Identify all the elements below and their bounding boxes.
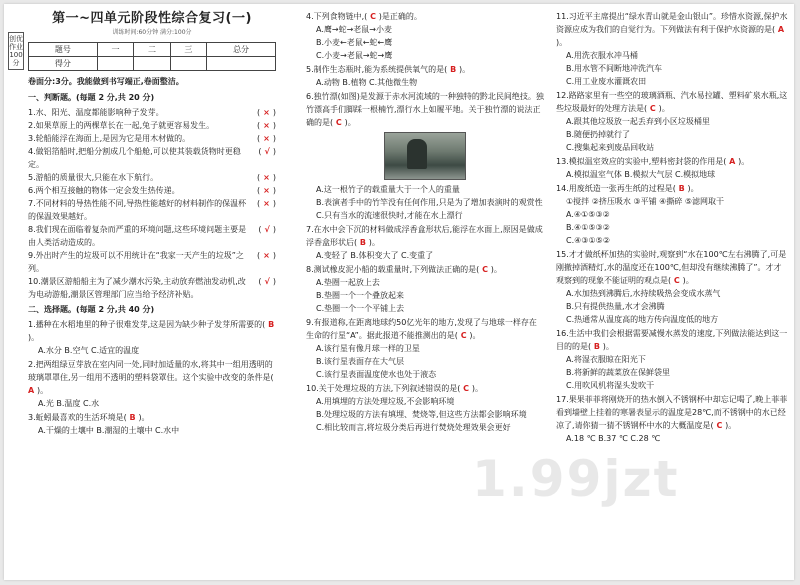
question-answer: C xyxy=(479,265,491,274)
judge-answer-box: ( × ) xyxy=(257,134,276,143)
question-tail: )。 xyxy=(738,157,750,166)
choice-question xyxy=(556,393,788,445)
question-text: 12.路路家里有一些空的玻璃酒瓶、汽水易拉罐、塑料矿泉水瓶,这些垃圾最好的处理方法是( xyxy=(556,91,788,113)
question-answer: C xyxy=(460,384,472,393)
choice-question xyxy=(306,223,544,262)
question-text: 7.在水中会下沉的材料做成浮香盒形状后,能浮在水面上,原因是做成浮香盒形状后( xyxy=(306,225,543,247)
judge-answer: × xyxy=(263,251,270,260)
judge-answer: √ xyxy=(264,277,270,286)
judge-item xyxy=(28,106,276,119)
question-text: 5.制作生态瓶时,能为系统提供氧气的是( xyxy=(306,65,448,74)
score-cell xyxy=(134,57,170,71)
side-tab: 创优作业100分 xyxy=(8,32,24,70)
question-option: C.相比较而言,将垃圾分类后再进行焚烧处理效果会更好 xyxy=(316,423,511,432)
question-option: A.鹰→蛇→老鼠→小麦 xyxy=(316,25,392,34)
judge-answer-box: ( × ) xyxy=(257,173,276,182)
column-1 xyxy=(28,10,276,438)
question-stem xyxy=(28,411,276,424)
question-option: B.将新鲜的蔬菜放在保鲜袋里 xyxy=(566,368,671,377)
question-option: B.④①⑤③② xyxy=(566,223,610,232)
question-option: B.表演者手中的竹竿没有任何作用,只是为了增加表演时的观赏性 xyxy=(316,198,543,207)
choice-question xyxy=(28,411,276,437)
question-option: B.小麦←老鼠←蛇←鹰 xyxy=(316,38,393,47)
question-answer: A xyxy=(28,386,37,395)
question-text: 4.下列食物链中,( xyxy=(306,12,368,21)
question-option: A.将湿衣服晾在阳光下 xyxy=(566,355,646,364)
score-header: 总分 xyxy=(207,43,276,57)
question-stem xyxy=(556,89,788,115)
question-option: A.动物 B.植物 C.其他微生物 xyxy=(316,78,418,87)
question-answer: B xyxy=(675,184,688,193)
choice-list-col2 xyxy=(306,10,544,434)
question-stem xyxy=(306,382,544,395)
choice-question xyxy=(556,327,788,392)
question-tail: )。 xyxy=(687,184,699,193)
question-option: A.模拟温室气体 B.模拟大气层 C.模拟地球 xyxy=(566,170,716,179)
choice-question xyxy=(556,182,788,247)
question-option: B.处理垃圾的方法有填埋、焚烧等,但这些方法都会影响环境 xyxy=(316,410,527,419)
judge-text: 9.外出时产生的垃圾可以不用统计在“我家一天产生的垃圾”之列。 xyxy=(28,251,244,273)
judge-answer: × xyxy=(263,121,270,130)
question-option: A.水加热到沸腾后,水持续吸热会变成水蒸气 xyxy=(566,289,721,298)
judge-answer: × xyxy=(263,186,270,195)
judge-answer-box: ( × ) xyxy=(257,108,276,117)
question-text: 8.测试橡皮泥小船的载重量时,下列做法正确的是( xyxy=(306,265,480,274)
judge-text: 1.水、阳光、温度都能影响种子发芽。 xyxy=(28,108,164,117)
judge-item xyxy=(28,197,276,223)
question-stem xyxy=(306,316,544,342)
question-tail: )。 xyxy=(682,276,694,285)
question-answer: C xyxy=(367,12,379,21)
question-tail: )。 xyxy=(458,65,471,74)
judge-item xyxy=(28,249,276,275)
question-option: C.用工业废水灌溉农田 xyxy=(566,77,647,86)
question-answer: B xyxy=(447,65,459,74)
question-answer: C xyxy=(671,276,683,285)
question-option: C.热通常从温度高的地方传向温度低的地方 xyxy=(566,315,719,324)
question-option: B.只有提供热量,水才会沸腾 xyxy=(566,302,665,311)
question-option: C.垫圈一个一个平铺上去 xyxy=(316,304,405,313)
judge-text: 3.轮船能浮在海面上,是因为它是用木材做的。 xyxy=(28,134,191,143)
judge-answer: √ xyxy=(264,225,270,234)
judge-text: 6.两个相互接触的物体一定会发生热传递。 xyxy=(28,186,180,195)
judge-text: 4.做铝箔船时,把船分割成几个船舱,可以使其装载货物时更稳定。 xyxy=(28,147,241,169)
column-2 xyxy=(306,10,544,435)
judge-text: 10.潮景区游船船主为了减少潮水污染,主动放弃燃油发动机,改为电动游船,潮景区管理部门应当给予经济补贴。 xyxy=(28,277,246,299)
choice-question xyxy=(306,316,544,381)
question-option: A.18 ℃ B.37 ℃ C.28 ℃ xyxy=(566,434,661,443)
question-tail: )。 xyxy=(138,413,150,422)
judge-text: 5.游船的质量很大,只能在水下航行。 xyxy=(28,173,159,182)
judge-answer-box: ( √ ) xyxy=(258,225,276,234)
choice-question xyxy=(306,10,544,62)
choice-list-col3 xyxy=(556,10,788,445)
question-stem xyxy=(306,263,544,276)
question-text: 15.才才做纸杯加热的实验时,观察到“水在100℃左右沸腾了,可是刚撤掉酒精灯,水的温度还在100℃,但却没有继续沸腾了”。才才观察到的现象不能证明的观点是( xyxy=(556,250,787,285)
question-text: 13.模拟温室效应的实验中,塑料密封袋的作用是( xyxy=(556,157,727,166)
question-tail: )是正确的。 xyxy=(378,12,422,21)
bamboo-rafting-photo xyxy=(384,132,466,180)
question-option: B.用水管不间断地冲洗汽车 xyxy=(566,64,663,73)
judge-answer-box: ( × ) xyxy=(257,121,276,130)
judge-item xyxy=(28,184,276,197)
score-table xyxy=(28,42,276,71)
judge-answer: √ xyxy=(264,147,270,156)
question-text: 10.关于处理垃圾的方法,下列叙述错误的是( xyxy=(306,384,461,393)
question-text: 17.果果菲菲将刚烧开的热水倒入不锈钢杯中却忘记喝了,晚上菲菲看到墙壁上挂着的寒暑表显示的温度是28℃,而不锈钢中的水已经凉了,请你猜一猜不锈钢杯中水的大概温度是( xyxy=(556,395,788,430)
choice-question xyxy=(556,155,788,181)
question-answer: B xyxy=(591,342,603,351)
judge-item xyxy=(28,223,276,249)
question-tail: )。 xyxy=(36,386,49,395)
question-option: A.该行星有像月球一样的卫星 xyxy=(316,344,420,353)
question-text: 6.独竹漂(如图)是发源于赤水河流域的一种独特的黔北民间绝技。独竹漂高手们脚踩一根楠竹,漂行水上如履平地。关于独竹漂的说法正确的是( xyxy=(306,92,544,127)
worksheet-page xyxy=(4,4,794,580)
question-tail: )。 xyxy=(344,118,356,127)
question-text: 11.习近平主席提出“绿水青山就是金山银山”。珍惜水资源,保护水资源应成为我们的自觉行为。下列做法有利于保护水资源的是( xyxy=(556,12,788,34)
question-option: C.小麦→老鼠→蛇→鹰 xyxy=(316,51,393,60)
question-stem xyxy=(556,248,788,287)
question-stem xyxy=(28,318,276,344)
question-option: A.跟其他垃圾放一起丢弃到小区垃圾桶里 xyxy=(566,117,710,126)
question-tail: )。 xyxy=(471,384,483,393)
question-stem xyxy=(306,10,544,23)
question-option: ①搅拌 ②挤压吸水 ③平铺 ④撕碎 ⑤滤网取干 xyxy=(566,197,725,206)
judge-text: 8.我们现在面临着复杂而严重的环境问题,这些环境问题主要是由人类活动造成的。 xyxy=(28,225,247,247)
choice-question xyxy=(306,63,544,89)
question-option: A.用填埋的方法处理垃圾,不会影响环境 xyxy=(316,397,455,406)
choice-question xyxy=(306,382,544,434)
choice-question xyxy=(306,263,544,315)
question-stem xyxy=(556,10,788,49)
judge-answer: × xyxy=(263,173,270,182)
judge-answer: × xyxy=(263,108,270,117)
score-cell xyxy=(207,57,276,71)
judge-answer-box: ( × ) xyxy=(257,199,276,208)
judge-item xyxy=(28,119,276,132)
question-stem xyxy=(28,358,276,397)
question-answer: B xyxy=(126,413,139,422)
meta-info: 训练时间:60分钟 满分:100分 xyxy=(112,29,192,36)
question-stem xyxy=(556,155,788,168)
question-tail: )。 xyxy=(556,38,568,47)
question-stem xyxy=(556,393,788,432)
question-answer: A xyxy=(775,25,785,34)
score-cell xyxy=(170,57,206,71)
judge-answer-box: ( √ ) xyxy=(258,277,276,286)
judge-item xyxy=(28,132,276,145)
watermark: 1.99jzt xyxy=(472,450,680,508)
judge-answer: × xyxy=(263,134,270,143)
column-3 xyxy=(556,10,788,446)
choice-question xyxy=(306,90,544,222)
section-1-title: 一、判断题。(每题 2 分,共 20 分) xyxy=(28,93,155,102)
judge-item xyxy=(28,171,276,184)
question-tail: )。 xyxy=(602,342,614,351)
question-answer: A xyxy=(726,157,739,166)
question-options: A.水分 B.空气 C.适宜的温度 xyxy=(38,346,140,355)
judge-answer-box: ( × ) xyxy=(257,251,276,260)
question-option: A.④①⑤③② xyxy=(566,210,610,219)
question-answer: C xyxy=(333,118,345,127)
question-text: 3.蚯蚓最喜欢的生活环境是( xyxy=(28,413,127,422)
choice-question xyxy=(28,318,276,357)
score-row-label: 得分 xyxy=(29,57,98,71)
choice-question xyxy=(556,248,788,326)
score-header: 三 xyxy=(170,43,206,57)
question-tail: )。 xyxy=(469,331,481,340)
question-tail: )。 xyxy=(490,265,502,274)
question-option: B.垫圈一个一个叠放起来 xyxy=(316,291,405,300)
question-text: 9.有报道称,在距离地球约50亿光年的地方,发现了与地球一样存在生命的行星“A”。据此报道不能推测出的是( xyxy=(306,318,537,340)
question-text: 2.把两组绿豆芽放在室内同一处,同时加适量的水,将其中一组用透明的玻璃罩罩住,另一组用不透明的塑料袋罩住。这个实验中改变的条件是( xyxy=(28,360,274,382)
question-option: A.这一根竹子的载重量大于一个人的重量 xyxy=(316,185,460,194)
question-option: A.用洗衣服水冲马桶 xyxy=(566,51,638,60)
question-tail: )。 xyxy=(658,104,670,113)
question-option: C.④③①⑤② xyxy=(566,236,610,245)
question-tail: )。 xyxy=(725,421,737,430)
question-option: B.该行星表面存在大气层 xyxy=(316,357,405,366)
question-options: A.干燥的土壤中 B.潮湿的土壤中 C.水中 xyxy=(38,426,180,435)
question-option: A.变轻了 B.体积变大了 C.变重了 xyxy=(316,251,434,260)
question-stem xyxy=(306,90,544,129)
question-option: C.只有当水的流速很快时,才能在水上漂行 xyxy=(316,211,463,220)
question-stem xyxy=(556,327,788,353)
judge-text: 7.不同材料的导热性能不同,导热性能越好的材料制作的保温杯的保温效果越好。 xyxy=(28,199,247,221)
neatness-note: 卷面分:3分。我能做到书写端正,卷面整洁。 xyxy=(28,77,184,86)
question-text: 14.用废纸造一张再生纸的过程是( xyxy=(556,184,676,193)
score-header: 二 xyxy=(134,43,170,57)
choice-question xyxy=(556,10,788,88)
choice-question xyxy=(28,358,276,410)
question-stem xyxy=(306,63,544,76)
judge-item xyxy=(28,275,276,301)
question-option: C.用吹风机将湿头发吹干 xyxy=(566,381,655,390)
question-text: 1.播种在水稻地里的种子很难发芽,这是因为缺少种子发芽所需要的( xyxy=(28,320,266,329)
judge-answer: × xyxy=(263,199,270,208)
choice-list-col1 xyxy=(28,318,276,437)
question-text: 16.生活中我们会根据需要减慢水蒸发的速度,下列做法能达到这一目的的是( xyxy=(556,329,788,351)
question-answer: B xyxy=(357,238,369,247)
question-stem xyxy=(556,182,788,195)
question-answer: B xyxy=(265,320,275,329)
question-answer: C xyxy=(713,421,726,430)
choice-question xyxy=(556,89,788,154)
question-option: C.搜集起来到废品回收站 xyxy=(566,143,655,152)
judge-list xyxy=(28,106,276,301)
question-tail: )。 xyxy=(368,238,380,247)
section-2-title: 二、选择题。(每题 2 分,共 40 分) xyxy=(28,305,155,314)
question-tail: )。 xyxy=(28,333,40,342)
judge-answer-box: ( × ) xyxy=(257,186,276,195)
score-cell xyxy=(97,57,133,71)
question-option: C.该行星表面温度使水也处于液态 xyxy=(316,370,437,379)
score-header: 一 xyxy=(97,43,133,57)
question-answer: C xyxy=(457,331,470,340)
question-answer: C xyxy=(647,104,659,113)
question-option: B.随便扔掉就行了 xyxy=(566,130,631,139)
question-option: A.垫圈一起放上去 xyxy=(316,278,380,287)
judge-text: 2.如果草原上的两棵草长在一起,兔子就更容易发生。 xyxy=(28,121,215,130)
page-title: 第一~四单元阶段性综合复习(一) xyxy=(52,11,252,26)
score-header: 题号 xyxy=(29,43,98,57)
judge-answer-box: ( √ ) xyxy=(258,147,276,156)
question-options: A.光 B.温度 C.水 xyxy=(38,399,100,408)
judge-item xyxy=(28,145,276,171)
question-stem xyxy=(306,223,544,249)
